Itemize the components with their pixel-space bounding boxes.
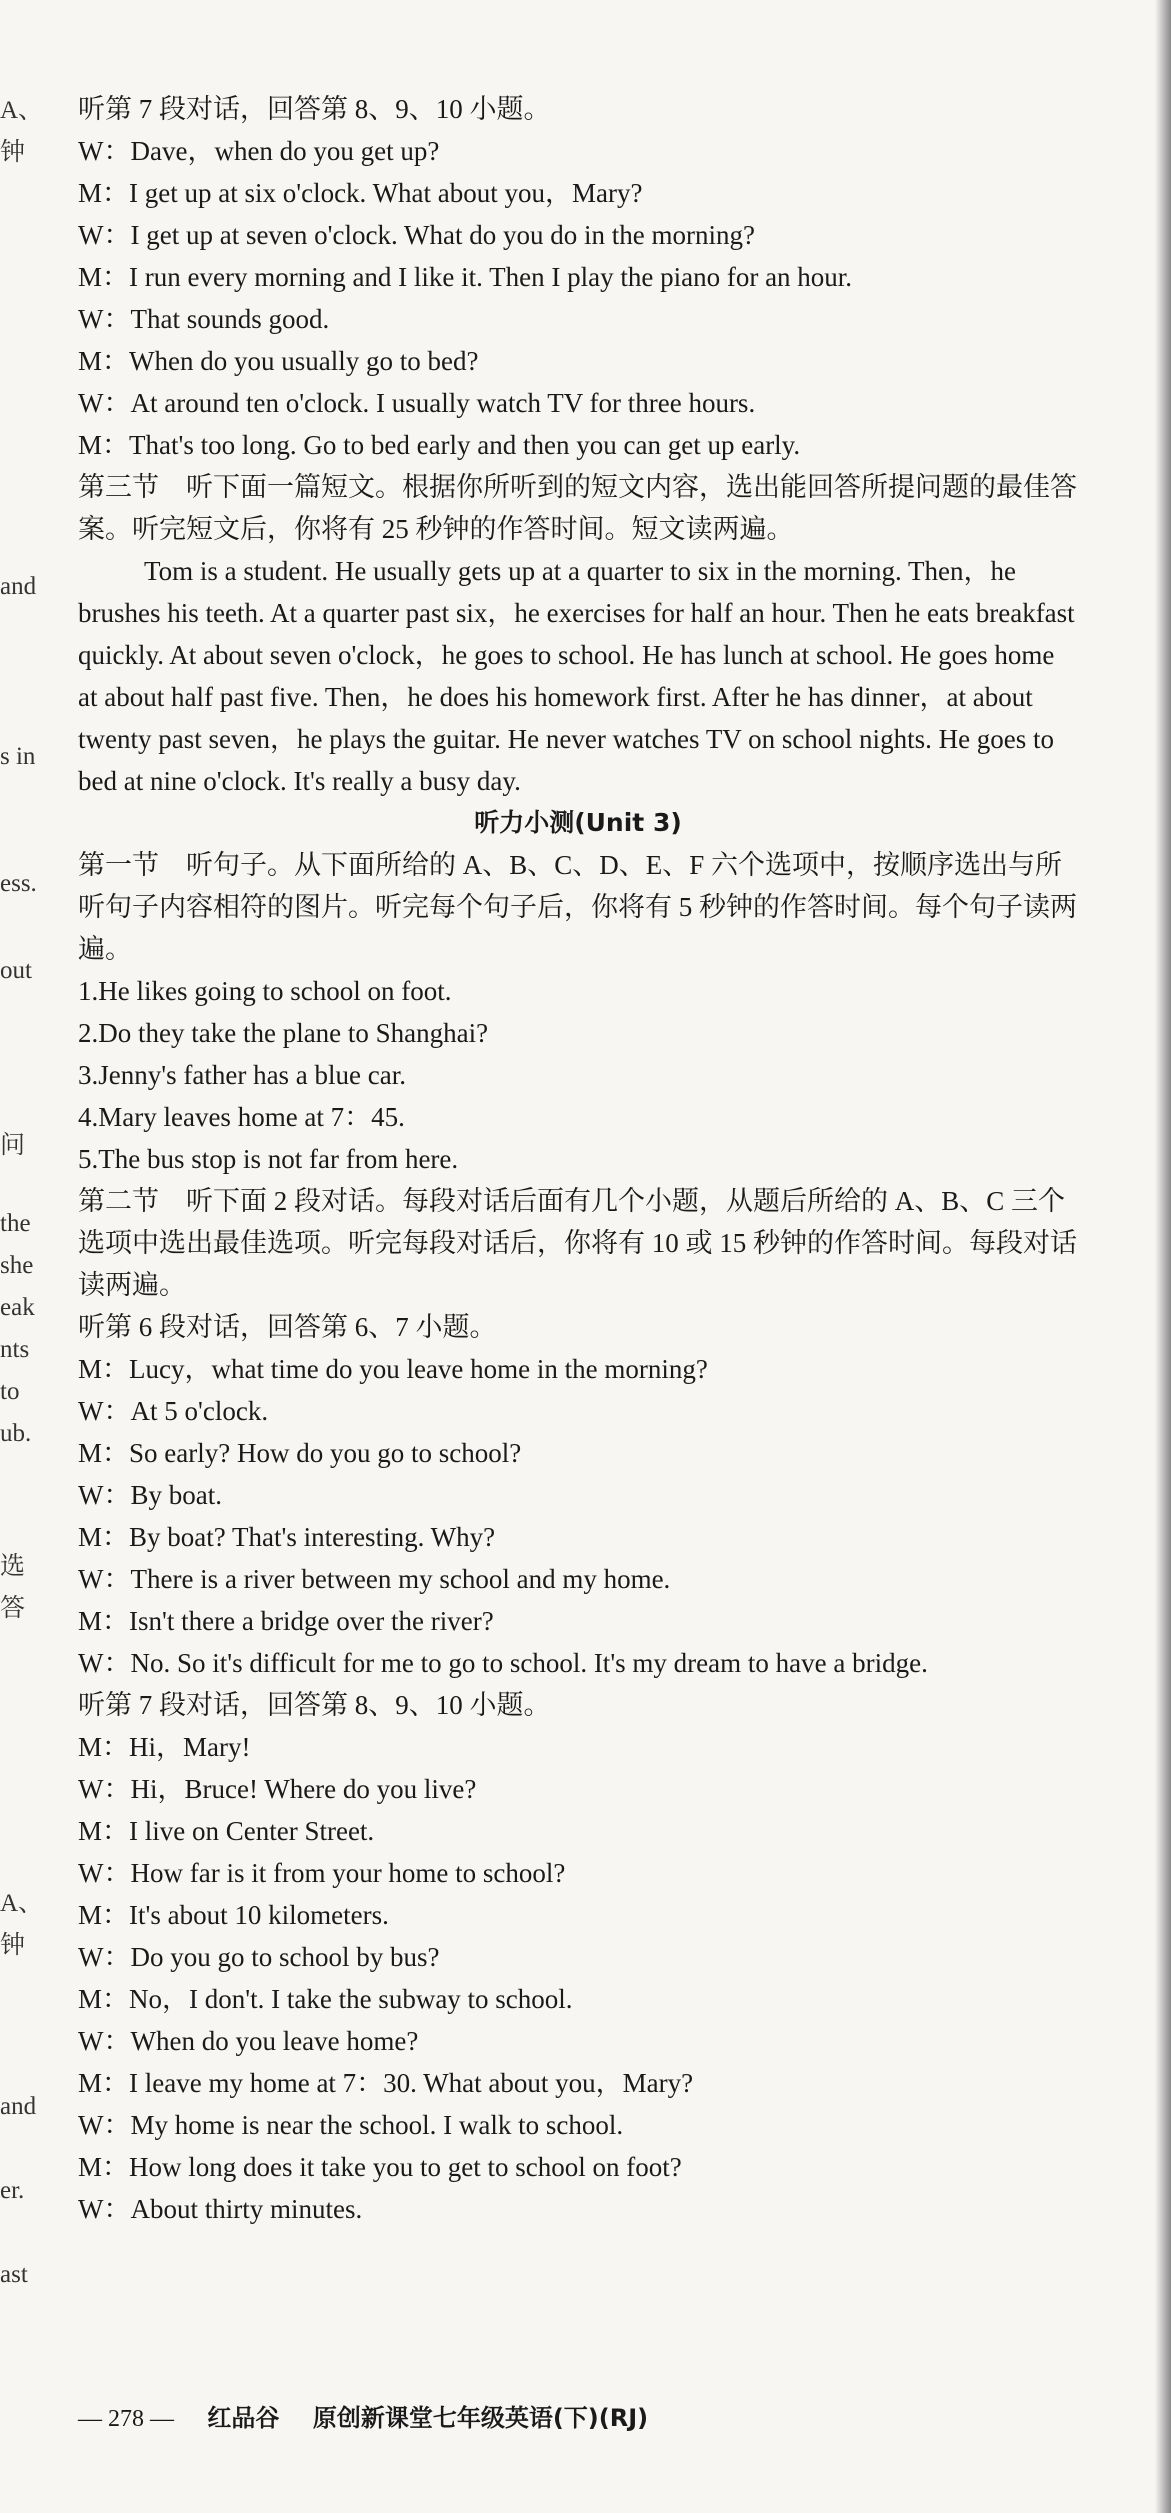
text-line: M：Lucy，what time do you leave home in the morning? xyxy=(78,1354,708,1384)
paragraph: 第一节 听句子。从下面所给的 A、B、C、D、E、F 六个选项中，按顺序选出与所听句子内容相符的图片。听完每个句子后，你将有 5 秒钟的作答时间。每个句子读两遍。 xyxy=(78,850,1077,964)
book-title: 原创新课堂七年级英语(下)(RJ) xyxy=(312,2404,649,2432)
fragment: 选 xyxy=(0,1553,26,1580)
text-line: W：By boat. xyxy=(78,1480,222,1510)
text-line: W：When do you leave home? xyxy=(78,2026,419,2056)
page-footer xyxy=(78,2398,1078,2433)
fragment: nts xyxy=(0,1336,30,1363)
paragraph: Tom is a student. He usually gets up at a quarter to six in the morning. Then，he brushes his teeth. At a quarter past six，he exercises for half an hour. Then he eats breakfast quickly. At about seven o'clock，he goes to school. He has lunch at school. He goes home at about half past five. Then，he does his homework first. After he has dinner，at about twenty past seven，he plays the guitar. He never watches TV on school nights. He goes to bed at nine o'clock. It's really a busy day. xyxy=(78,556,1075,796)
text-line: W：At 5 o'clock. xyxy=(78,1396,269,1426)
text-line: W：My home is near the school. I walk to school. xyxy=(78,2110,624,2140)
text-line: 听第 6 段对话，回答第 6、7 小题。 xyxy=(78,1312,497,1342)
text-line: M：Isn't there a bridge over the river? xyxy=(78,1606,494,1636)
text-line: M：I live on Center Street. xyxy=(78,1816,375,1846)
fragment: A、 xyxy=(0,1890,44,1917)
text-line: W：How far is it from your home to school? xyxy=(78,1858,566,1888)
fragment: 钟 xyxy=(0,1932,26,1959)
text-line: M：How long does it take you to get to school on foot? xyxy=(78,2152,682,2182)
fragment: and xyxy=(0,573,37,600)
text-line: W：Dave，when do you get up? xyxy=(78,136,440,166)
fragment: ast xyxy=(0,2261,28,2288)
text-line: W：No. So it's difficult for me to go to school. It's my dream to have a bridge. xyxy=(78,1648,928,1678)
fragment: A、 xyxy=(0,97,44,124)
fragment: the xyxy=(0,1210,31,1237)
text-line: W：That sounds good. xyxy=(78,304,330,334)
text-line: M：No，I don't. I take the subway to school. xyxy=(78,1984,573,2014)
fragment: eak xyxy=(0,1294,35,1321)
text-line: 5.The bus stop is not far from here. xyxy=(78,1144,459,1174)
fragment: s in xyxy=(0,743,36,770)
fragment: 钟 xyxy=(0,139,26,166)
fragment: she xyxy=(0,1252,34,1279)
text-line: M：I get up at six o'clock. What about you，Mary? xyxy=(78,178,643,208)
fragment: 问 xyxy=(0,1132,26,1159)
fragment: 答 xyxy=(0,1595,26,1622)
text-line: W：About thirty minutes. xyxy=(78,2194,363,2224)
text-line: 听第 7 段对话，回答第 8、9、10 小题。 xyxy=(78,1690,551,1720)
text-line: M：Hi，Mary! xyxy=(78,1732,251,1762)
page-edge-shadow xyxy=(1155,0,1171,2513)
text-line: M：When do you usually go to bed? xyxy=(78,346,479,376)
fragment: ess. xyxy=(0,870,37,897)
text-line: 1.He likes going to school on foot. xyxy=(78,976,452,1006)
fragment: out xyxy=(0,957,32,984)
text-line: M：So early? How do you go to school? xyxy=(78,1438,522,1468)
section-title: 听力小测(Unit 3) xyxy=(474,808,682,837)
text-line: W：At around ten o'clock. I usually watch TV for three hours. xyxy=(78,388,756,418)
text-line: 3.Jenny's father has a blue car. xyxy=(78,1060,406,1090)
fragment: ub. xyxy=(0,1420,32,1447)
adjacent-page-fragments xyxy=(0,0,48,2513)
text-line: M：By boat? That's interesting. Why? xyxy=(78,1522,496,1552)
text-line: M：I leave my home at 7：30. What about you，Mary? xyxy=(78,2068,694,2098)
paragraph: 第二节 听下面 2 段对话。每段对话后面有几个小题，从题后所给的 A、B、C 三个选项中选出最佳选项。听完每段对话后，你将有 10 或 15 秒钟的作答时间。每段对话读两遍。 xyxy=(78,1186,1077,1300)
text-line: M：It's about 10 kilometers. xyxy=(78,1900,389,1930)
text-line: W：I get up at seven o'clock. What do you do in the morning? xyxy=(78,220,755,250)
text-line: 听第 7 段对话，回答第 8、9、10 小题。 xyxy=(78,94,551,124)
text-line: W：There is a river between my school and my home. xyxy=(78,1564,671,1594)
text-line: W：Hi，Bruce! Where do you live? xyxy=(78,1774,477,1804)
brand-name: 红品谷 xyxy=(207,2404,280,2432)
text-line: 2.Do they take the plane to Shanghai? xyxy=(78,1018,489,1048)
page-number: — 278 — xyxy=(78,2406,174,2432)
page-content xyxy=(78,88,1078,2230)
fragment: and xyxy=(0,2093,37,2120)
fragment: er. xyxy=(0,2177,25,2204)
fragment: to xyxy=(0,1378,20,1405)
text-line: 4.Mary leaves home at 7：45. xyxy=(78,1102,405,1132)
paragraph: 第三节 听下面一篇短文。根据你所听到的短文内容，选出能回答所提问题的最佳答案。听完短文后，你将有 25 秒钟的作答时间。短文读两遍。 xyxy=(78,472,1077,544)
text-line: M：I run every morning and I like it. Then I play the piano for an hour. xyxy=(78,262,853,292)
text-line: W：Do you go to school by bus? xyxy=(78,1942,440,1972)
text-line: M：That's too long. Go to bed early and then you can get up early. xyxy=(78,430,801,460)
